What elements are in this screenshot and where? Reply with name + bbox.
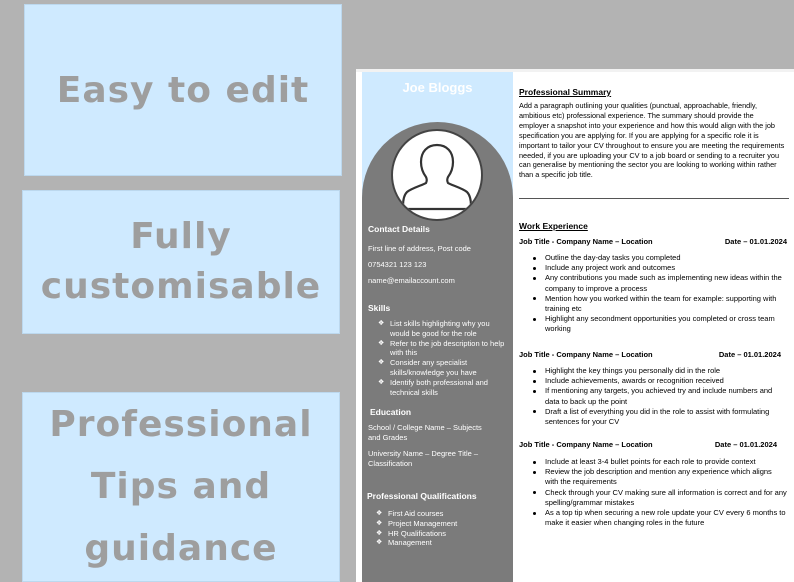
summary-text: Add a paragraph outlining your qualities (punctual, approachable, friendly, ambitious etc) professional experience. The summary should provide the employer a snapshot into your experience and how this would align with the job specification you are applying for. If you are applying for a specific role it is important to tailor your CV throughout to ensure you are meeting the requirements needed, if you are uploading your CV to a job board or sending to a recruiter you can generalise by mentioning the sector you are looking to working within rather than a specific job title. xyxy=(519,101,785,180)
promo-panel-tips xyxy=(22,392,340,582)
job-bullet: Draft a list of everything you did in the role to assist with formulating sentences for your CV xyxy=(545,407,787,427)
qualification-item: ❖ First Aid courses xyxy=(376,509,508,519)
promo-text: guidance xyxy=(84,528,278,569)
job-header xyxy=(519,350,781,359)
education-heading: Education xyxy=(370,407,412,417)
job-title: Job Title - Company Name – Location xyxy=(519,350,653,359)
job-bullet: Highlight any secondment opportunities you completed or cross team working xyxy=(545,314,787,334)
job-bullet: Highlight the key things you personally did in the role xyxy=(545,366,787,376)
job-bullet: Mention how you worked within the team for example: supporting with training etc xyxy=(545,294,787,314)
job-date: Date – 01.01.2024 xyxy=(714,440,777,449)
person-silhouette-icon xyxy=(393,131,481,219)
qualifications-heading: Professional Qualifications xyxy=(367,491,477,501)
job-bullets xyxy=(545,457,787,528)
job-bullet: Review the job description and mention any experience which aligns with the requirements xyxy=(545,467,787,487)
promo-text: Easy to edit xyxy=(56,69,310,111)
promo-panel-customisable xyxy=(22,190,340,334)
skill-item: ❖ Consider any specialist skills/knowledge you have xyxy=(378,358,510,378)
job-bullet: If mentioning any targets, you achieved try and include numbers and data to back up the point xyxy=(545,386,787,406)
job-date: Date – 01.01.2024 xyxy=(718,350,781,359)
cv-name: Joe Bloggs xyxy=(402,80,473,95)
promo-text: Fully xyxy=(130,216,232,257)
job-date: Date – 01.01.2024 xyxy=(724,237,787,246)
education-entry: University Name – Degree Title – Classification xyxy=(368,449,479,468)
qualification-item: ❖ Management xyxy=(376,538,508,548)
job-title: Job Title - Company Name – Location xyxy=(519,237,653,246)
skill-item: ❖ List skills highlighting why you would be good for the role xyxy=(378,319,510,339)
summary-heading: Professional Summary xyxy=(519,87,612,97)
contact-address: First line of address, Post code xyxy=(368,244,471,253)
job-bullet: Include any project work and outcomes xyxy=(545,263,787,273)
job-bullet: Include at least 3-4 bullet points for each role to provide context xyxy=(545,457,787,467)
avatar xyxy=(391,129,483,221)
education-entry: School / College Name – Subjects and Grades xyxy=(368,423,482,442)
promo-text: Tips and xyxy=(90,466,272,507)
qualification-item: ❖ HR Qualifications xyxy=(376,529,508,539)
promo-text: Professional xyxy=(49,404,313,445)
experience-heading: Work Experience xyxy=(519,221,588,231)
skill-item: ❖ Identify both professional and technical skills xyxy=(378,378,510,398)
cv-page xyxy=(356,69,794,582)
job-header xyxy=(519,440,777,449)
promo-text: customisable xyxy=(40,266,322,307)
cv-sidebar xyxy=(362,72,513,582)
contact-heading: Contact Details xyxy=(368,224,430,234)
job-bullets xyxy=(545,253,787,335)
skills-heading: Skills xyxy=(368,303,391,313)
job-bullet: Outline the day-day tasks you completed xyxy=(545,253,787,263)
job-bullet: Any contributions you made such as implementing new ideas within the company to improve a process xyxy=(545,273,787,293)
job-header xyxy=(519,237,787,246)
contact-phone: 0754321 123 123 xyxy=(368,260,427,269)
skills-list xyxy=(378,319,510,397)
qualification-item: ❖ Project Management xyxy=(376,519,508,529)
qualifications-list xyxy=(376,509,508,548)
divider xyxy=(519,198,789,199)
skill-item: ❖ Refer to the job description to help with this xyxy=(378,339,510,359)
job-bullet: Check through your CV making sure all information is correct and for any spelling/grammar mistakes xyxy=(545,487,787,507)
contact-email: name@emailaccount.com xyxy=(368,276,455,285)
job-bullet: Include achievements, awards or recognition received xyxy=(545,376,787,386)
job-bullet: As a top tip when securing a new role update your CV every 6 months to make it easier when changing roles in the future xyxy=(545,508,786,528)
job-bullets xyxy=(545,366,787,427)
promo-panel-easy-to-edit xyxy=(24,4,342,176)
job-title: Job Title - Company Name – Location xyxy=(519,440,653,449)
